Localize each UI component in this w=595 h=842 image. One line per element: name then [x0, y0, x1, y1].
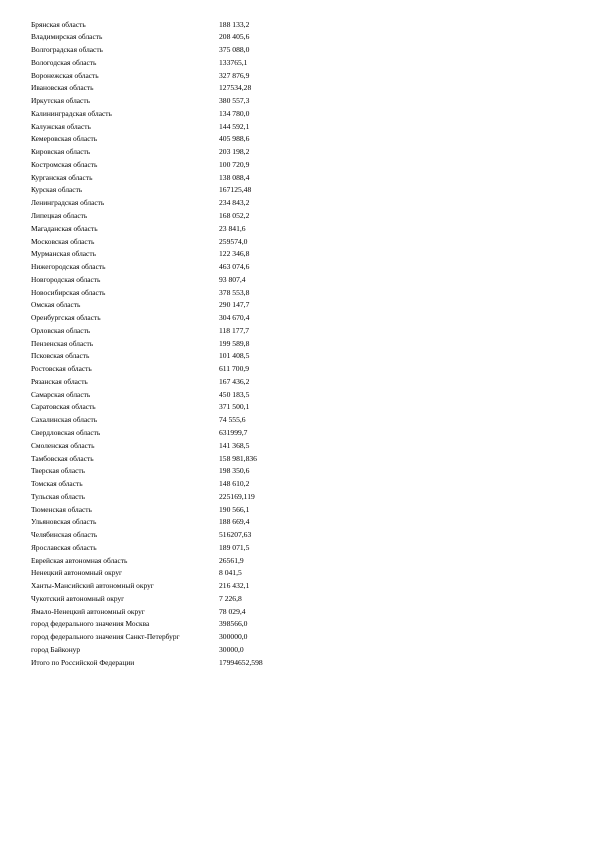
region-name-cell: город федерального значения Москва: [31, 619, 150, 629]
region-value-cell: 167125,48: [219, 185, 252, 195]
table-row: [31, 133, 301, 146]
region-value-cell: 398566,0: [219, 619, 248, 629]
region-name-cell: Ульяновская область: [31, 517, 97, 527]
region-name-cell: Тамбовская область: [31, 453, 94, 463]
table-row: [31, 159, 301, 172]
region-value-cell: 208 405,6: [219, 32, 250, 42]
region-value-cell: 118 177,7: [219, 325, 250, 335]
region-value-cell: 188 669,4: [219, 517, 250, 527]
region-name-cell: Иркутская область: [31, 96, 90, 106]
region-name-cell: Калининградская область: [31, 108, 112, 118]
region-name-cell: Ханты-Мансийский автономный округ: [31, 581, 154, 591]
region-name-cell: Владимирская область: [31, 32, 103, 42]
table-row: [31, 19, 301, 32]
region-name-cell: Волгоградская область: [31, 45, 103, 55]
table-row: [31, 248, 301, 261]
table-row: [31, 325, 301, 338]
table-row: [31, 121, 301, 134]
table-row: [31, 172, 301, 185]
table-row: [31, 414, 301, 427]
region-name-cell: Брянская область: [31, 19, 86, 29]
region-value-cell: 17994652,598: [219, 657, 263, 667]
region-name-cell: Итого по Российской Федерации: [31, 657, 135, 667]
table-row: [31, 261, 301, 274]
region-value-cell: 190 566,1: [219, 504, 250, 514]
region-value-cell: 463 074,6: [219, 262, 250, 272]
region-name-cell: Самарская область: [31, 389, 91, 399]
table-row: [31, 236, 301, 249]
region-name-cell: Смоленская область: [31, 440, 95, 450]
region-name-cell: Сахалинская область: [31, 415, 98, 425]
region-name-cell: Свердловская область: [31, 428, 101, 437]
region-name-cell: Курганская область: [31, 172, 93, 182]
region-value-cell: 371 500,1: [219, 402, 250, 412]
region-name-cell: Еврейская автономная область: [31, 555, 128, 565]
table-row: [31, 338, 301, 351]
region-name-cell: Ненецкий автономный округ: [31, 568, 123, 578]
table-row: [31, 274, 301, 287]
region-value-cell: 327 876,9: [219, 70, 250, 80]
region-name-cell: Курская область: [31, 185, 83, 195]
table-row: [31, 618, 301, 631]
region-value-cell: 189 071,5: [219, 542, 250, 552]
region-name-cell: Тульская область: [31, 491, 85, 501]
region-value-cell: 144 592,1: [219, 121, 250, 131]
region-name-cell: Ярославская область: [31, 542, 97, 552]
region-name-cell: Ямало-Ненецкий автономный округ: [31, 606, 145, 616]
region-name-cell: город Байконур: [31, 645, 81, 655]
table-row: [31, 555, 301, 568]
region-value-cell: 380 557,3: [219, 96, 250, 106]
region-value-cell: 611 700,9: [219, 364, 250, 374]
table-row: [31, 312, 301, 325]
region-value-cell: 188 133,2: [219, 19, 250, 29]
region-value-cell: 141 368,5: [219, 440, 250, 450]
region-value-cell: 26561,9: [219, 555, 244, 565]
region-name-cell: Оренбургская область: [31, 313, 101, 323]
region-name-cell: Воронежская область: [31, 70, 99, 80]
region-value-cell: 8 041,5: [219, 568, 242, 578]
table-row: [31, 478, 301, 491]
region-value-cell: 216 432,1: [219, 581, 250, 591]
table-row: [31, 146, 301, 159]
region-value-cell: 138 088,4: [219, 172, 250, 182]
table-row: [31, 657, 301, 670]
table-row: [31, 529, 301, 542]
table-row: [31, 580, 301, 593]
region-value-cell: 450 183,5: [219, 389, 250, 399]
region-name-cell: Омская область: [31, 300, 81, 310]
region-name-cell: Кемеровская область: [31, 134, 98, 144]
region-value-cell: 378 553,8: [219, 287, 250, 297]
table-row: [31, 516, 301, 529]
table-row: [31, 401, 301, 414]
region-name-cell: Рязанская область: [31, 376, 88, 386]
region-name-cell: Томская область: [31, 479, 83, 489]
region-name-cell: Вологодская область: [31, 57, 97, 67]
region-value-cell: 304 670,4: [219, 313, 250, 323]
region-value-cell: 225169,119: [219, 491, 255, 501]
region-value-cell: 290 147,7: [219, 300, 250, 310]
region-value-cell: 74 555,6: [219, 415, 246, 425]
region-value-cell: 300000,0: [219, 632, 248, 642]
table-row: [31, 567, 301, 580]
region-name-cell: Калужская область: [31, 121, 91, 131]
region-value-cell: 168 052,2: [219, 210, 250, 220]
table-row: [31, 44, 301, 57]
table-row: [31, 376, 301, 389]
table-row: [31, 427, 301, 440]
region-value-cell: 93 807,4: [219, 274, 246, 284]
region-name-cell: Магаданская область: [31, 223, 98, 233]
region-name-cell: Челябинская область: [31, 530, 98, 540]
table-row: [31, 95, 301, 108]
table-row: [31, 389, 301, 402]
table-row: [31, 465, 301, 478]
region-name-cell: Орловская область: [31, 325, 91, 335]
region-value-cell: 78 029,4: [219, 606, 246, 616]
table-row: [31, 631, 301, 644]
region-value-cell: 134 780,0: [219, 108, 250, 118]
region-name-cell: Пензенская область: [31, 338, 94, 348]
table-row: [31, 644, 301, 657]
region-value-cell: 30000,0: [219, 645, 244, 655]
table-row: [31, 593, 301, 606]
table-row: [31, 606, 301, 619]
region-value-cell: 148 610,2: [219, 479, 250, 489]
table-row: [31, 70, 301, 83]
table-row: [31, 453, 301, 466]
table-row: [31, 57, 301, 70]
table-row: [31, 440, 301, 453]
table-row: [31, 108, 301, 121]
region-value-cell: 405 988,6: [219, 134, 250, 144]
region-value-cell: 127534,28: [219, 83, 252, 93]
region-value-cell: 259574,0: [219, 236, 248, 246]
region-value-cell: 198 350,6: [219, 466, 250, 476]
table-row: [31, 197, 301, 210]
table-row: [31, 82, 301, 95]
region-name-cell: Тюменская область: [31, 504, 92, 514]
region-name-cell: Ленинградская область: [31, 198, 105, 208]
region-value-cell: 167 436,2: [219, 376, 250, 386]
region-name-cell: Новгородская область: [31, 274, 101, 284]
table-row: [31, 184, 301, 197]
region-value-cell: 199 589,8: [219, 338, 250, 348]
region-name-cell: Нижегородская область: [31, 262, 106, 272]
table-row: [31, 542, 301, 555]
table-row: [31, 210, 301, 223]
table-row: [31, 223, 301, 236]
region-value-table: [31, 19, 301, 670]
region-name-cell: Чукотский автономный округ: [31, 593, 125, 603]
region-name-cell: Ростовская область: [31, 364, 92, 374]
table-row: [31, 504, 301, 517]
region-value-cell: 7 226,8: [219, 593, 242, 603]
region-value-cell: 631999,7: [219, 428, 248, 437]
region-name-cell: Костромская область: [31, 159, 98, 169]
region-value-cell: 101 408,5: [219, 351, 250, 361]
region-name-cell: Псковская область: [31, 351, 90, 361]
region-name-cell: Московская область: [31, 236, 95, 246]
region-name-cell: Кировская область: [31, 147, 91, 157]
region-value-cell: 203 198,2: [219, 147, 250, 157]
region-value-cell: 133765,1: [219, 57, 248, 67]
region-name-cell: город федерального значения Санкт-Петербург: [31, 632, 180, 642]
table-row: [31, 31, 301, 44]
table-row: [31, 299, 301, 312]
table-row: [31, 350, 301, 363]
table-row: [31, 491, 301, 504]
region-name-cell: Липецкая область: [31, 210, 88, 220]
region-name-cell: Новосибирская область: [31, 287, 106, 297]
region-value-cell: 23 841,6: [219, 223, 246, 233]
region-name-cell: Мурманская область: [31, 249, 96, 259]
region-value-cell: 122 346,8: [219, 249, 250, 259]
region-value-cell: 516207,63: [219, 530, 252, 540]
region-name-cell: Ивановская область: [31, 83, 94, 93]
table-row: [31, 287, 301, 300]
region-value-cell: 158 981,836: [219, 453, 257, 463]
region-name-cell: Саратовская область: [31, 402, 96, 412]
region-value-cell: 100 720,9: [219, 159, 250, 169]
region-value-cell: 234 843,2: [219, 198, 250, 208]
region-value-cell: 375 088,0: [219, 45, 250, 55]
table-row: [31, 363, 301, 376]
region-name-cell: Тверская область: [31, 466, 85, 476]
